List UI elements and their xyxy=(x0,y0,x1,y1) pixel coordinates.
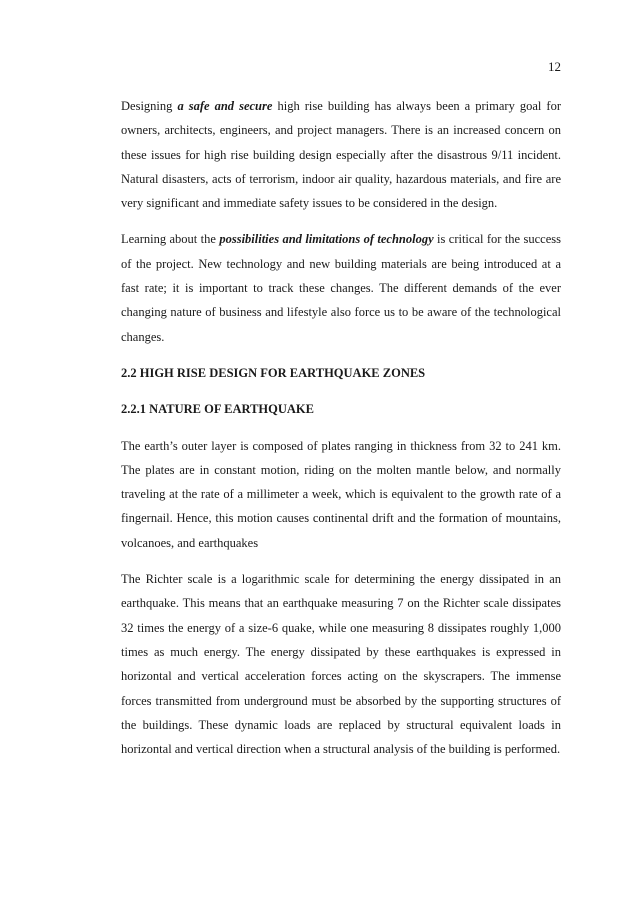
emphasis-safe-and-secure: a safe and secure xyxy=(177,99,273,113)
paragraph-safety xyxy=(121,94,561,215)
paragraph-safety-lead: Designing xyxy=(121,99,178,113)
section-heading: 2.2 HIGH RISE DESIGN FOR EARTHQUAKE ZONES xyxy=(121,365,426,380)
paragraph-technology xyxy=(121,227,561,348)
paragraph-technology-rest: is critical for the success of the project. New technology and new building materials are being introduced at a fast rate; it is important to track these changes. The different demands of the ever changing nature of business and lifestyle also force us to be aware of the technological changes. xyxy=(121,232,561,344)
page-number: 12 xyxy=(548,59,561,74)
paragraph-richter-scale: The Richter scale is a logarithmic scale for determining the energy dissipated in an earthquake. This means that an earthquake measuring 7 on the Richter scale dissipates 32 times the energy of a size-6 quake, while one measuring 8 dissipates roughly 1,000 times as much energy. The energy dissipated by these earthquakes is expressed in horizontal and vertical acceleration forces acting on the skyscrapers. The immense forces transmitted from underground must be absorbed by the supporting structures of the buildings. These dynamic loads are replaced by structural equivalent loads in horizontal and vertical direction when a structural analysis of the building is performed. xyxy=(121,572,561,757)
paragraph-technology-lead: Learning about the xyxy=(121,232,220,247)
paragraph-earth-plates: The earth’s outer layer is composed of plates ranging in thickness from 32 to 241 km. The plates are in constant motion, riding on the molten mantle below, and normally traveling at the rate of a millimeter a week, which is equivalent to the growth rate of a fingernail. Hence, this motion causes continental drift and the formation of mountains, volcanoes, and earthquakes xyxy=(121,438,561,550)
subsection-heading: 2.2.1 NATURE OF EARTHQUAKE xyxy=(121,402,314,417)
emphasis-possibilities-limitations: possibilities and limitations of technology xyxy=(219,232,434,247)
paragraph-safety-rest: high rise building has always been a primary goal for owners, architects, engineers, and project managers. There is an increased concern on these issues for high rise building design especially after the disastrous 9/11 incident. Natural disasters, acts of terrorism, indoor air quality, hazardous materials, and fire are very significant and immediate safety issues to be considered in the design. xyxy=(121,99,562,211)
document-body xyxy=(121,94,561,773)
